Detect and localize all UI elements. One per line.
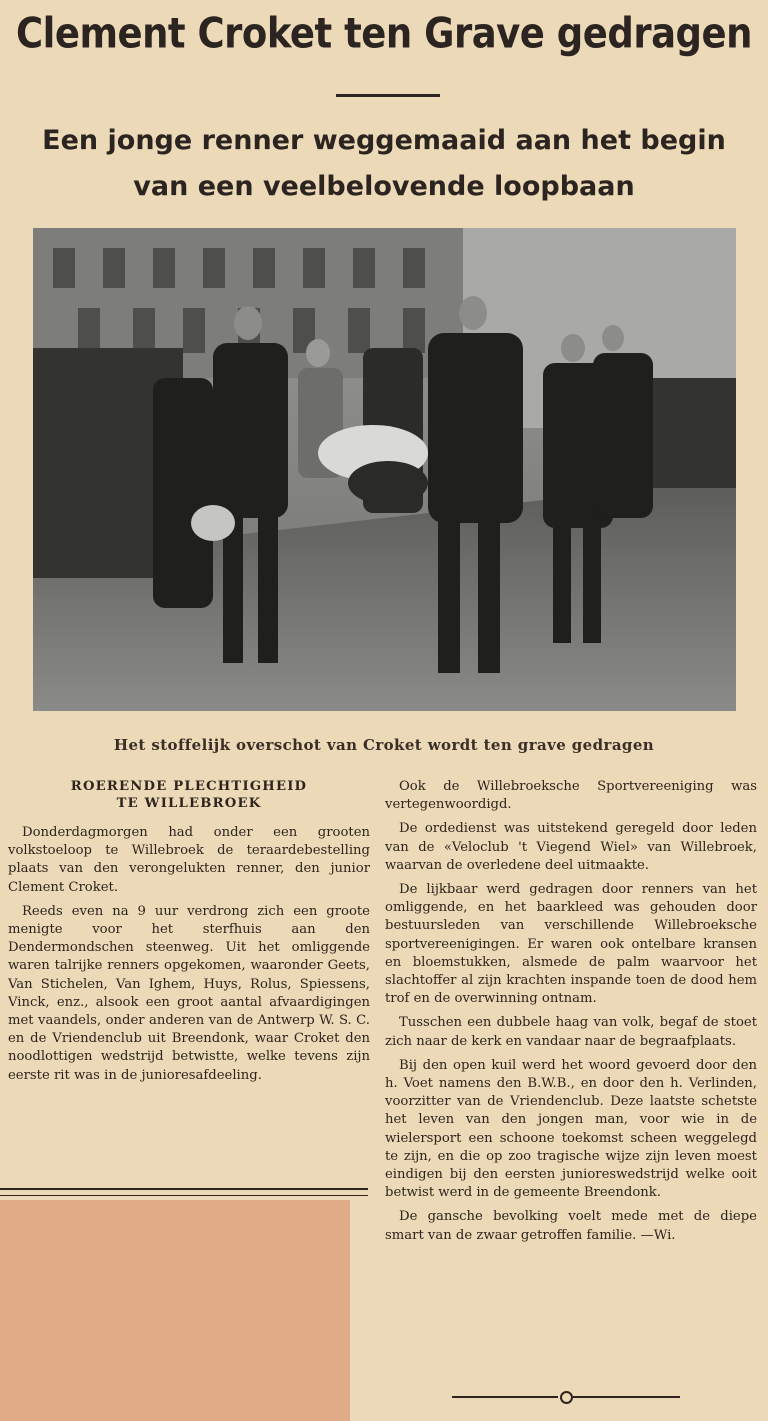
background-area xyxy=(0,1200,350,1421)
article-paragraph: De ordedienst was uitstekend geregeld door leden van de «Veloclub 't Viegend Wiel» van Willebroek, waarvan de overledene deel uitmaakte. xyxy=(385,821,757,873)
article-right-column xyxy=(385,778,757,1245)
headline-divider xyxy=(336,94,440,97)
section-heading-line2: TE WILLEBROEK xyxy=(116,796,262,811)
column-end-rule xyxy=(0,1188,368,1190)
article-paragraph: Reeds even na 9 uur verdrong zich een groote menigte voor het sterfhuis aan den Dendermondschen steenweg. Uit het omliggende waren talrijke renners opgekomen, waaronder Geets, Van Stichelen, Van Ighem, Huys, Rolus, Spiessens, Vinck, enz., alsook een groot aantal afvaardigingen met vaandels, onder anderen van de Antwerp W. S. C. en de Vriendenclub uit Breendonk, waar Croket den noodlottigen wedstrijd betwistte, welke tevens zijn eerste rit was in de junioresafdeeling. xyxy=(8,903,370,1083)
article-end-ornament xyxy=(452,1390,680,1404)
funeral-procession-illustration xyxy=(33,228,736,711)
photo-caption: Het stoffelijk overschot van Croket wordt ten grave gedragen xyxy=(113,736,655,754)
article-paragraph: Ook de Willebroeksche Sportvereeniging was vertegenwoordigd. xyxy=(385,779,757,813)
article-paragraph: Bij den open kuil werd het woord gevoerd door den h. Voet namens den B.W.B., en door den h. Verlinden, voorzitter van de Vriendenclub. Deze laatste schetste het leven van den jongen man, voor wie in de wielersport een schoone toekomst scheen weggelegd te zijn, en die op zoo tragische wijze zijn leven moest eindigen bij den eersten junioreswedstrijd welke ooit betwist werd in de gemeente Breendonk. xyxy=(385,1057,757,1201)
funeral-photo xyxy=(33,228,736,711)
article-paragraph: Donderdagmorgen had onder een grooten volkstoeloop te Willebroek de teraardebestelling plaats van den verongelukten renner, den junior Clement Croket. xyxy=(8,825,370,895)
article-left-column xyxy=(8,778,370,1085)
subheadline: Een jonge renner weggemaaid aan het begin van een veelbelovende loopbaan xyxy=(42,125,726,202)
article-paragraph: De lijkbaar werd gedragen door renners van het omliggende, en het baarkleed was gehouden door bestuursleden van verschillende Willebroeksche sportvereenigingen. Er waren ook ontelbare kransen en bloemstukken, alsmede de palm waarvoor het slachtoffer al zijn krachten inspande toen de dood hem trof en de overwinning ontnam. xyxy=(385,882,757,1007)
section-heading-line1: ROERENDE PLECHTIGHEID xyxy=(70,779,308,794)
column-end-rule-thin xyxy=(0,1195,368,1196)
article-paragraph: Tusschen een dubbele haag van volk, begaf de stoet zich naar de kerk en vandaar naar de begraafplaats. xyxy=(385,1015,757,1049)
article-paragraph: De gansche bevolking voelt mede met de diepe smart van de zwaar getroffen familie. —Wi. xyxy=(385,1209,757,1243)
headline: Clement Croket ten Grave gedragen xyxy=(16,9,752,58)
